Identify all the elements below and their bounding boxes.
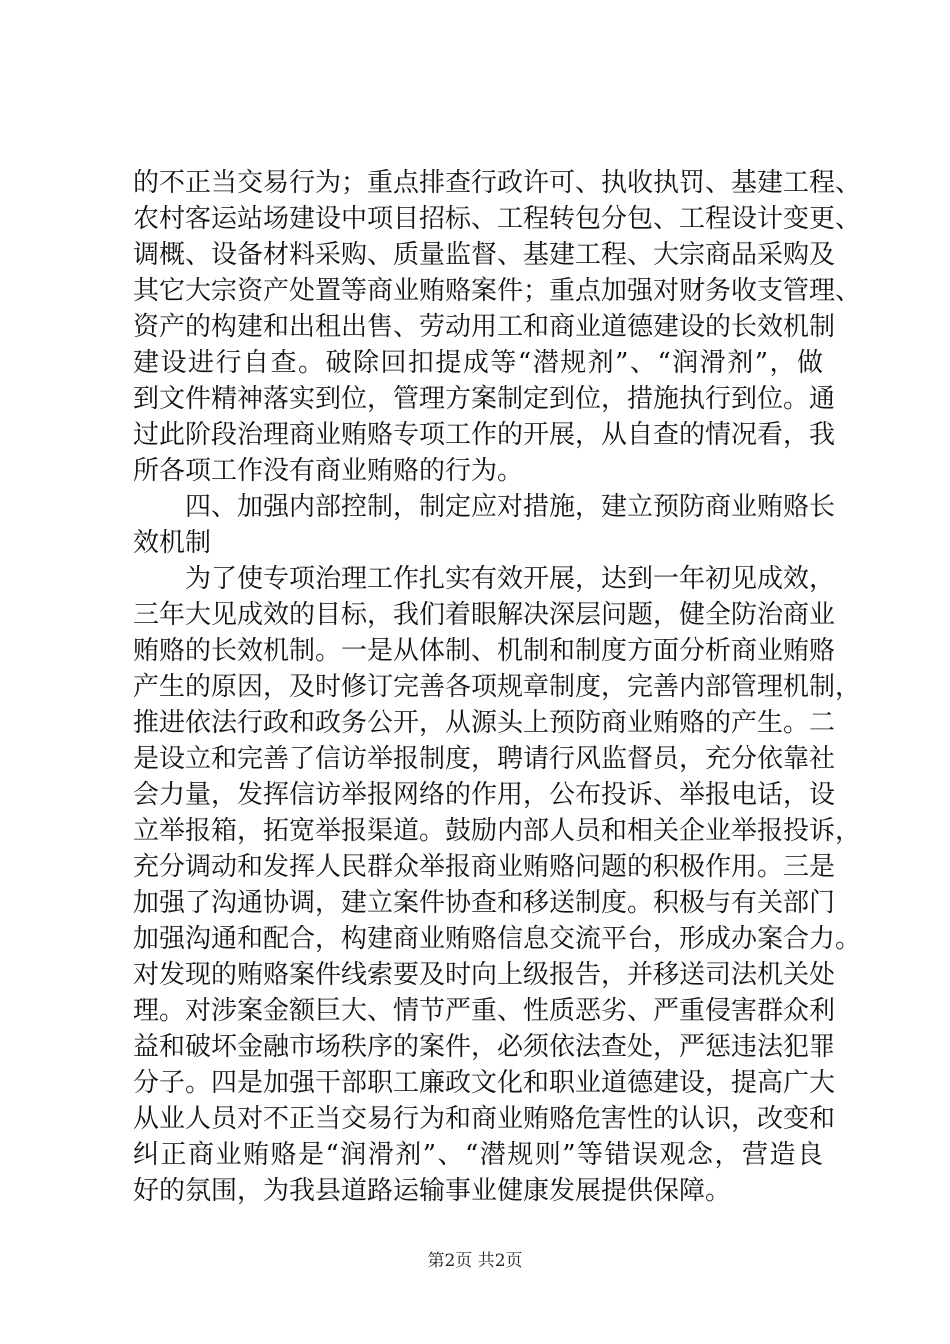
text-line: 建设进行自查。破除回扣提成等“潜规剂”、“润滑剂”，做 bbox=[133, 348, 823, 378]
text-line: 立举报箱，拓宽举报渠道。鼓励内部人员和相关企业举报投诉， bbox=[133, 816, 862, 846]
section-heading-4 bbox=[133, 489, 836, 561]
text-line: 纠正商业贿赂是“润滑剂”、“潜规则”等错误观念，营造良 bbox=[133, 1140, 823, 1170]
text-line: 会力量，发挥信访举报网络的作用，公布投诉、举报电话，设 bbox=[133, 780, 836, 810]
text-line: 农村客运站场建设中项目招标、工程转包分包、工程设计变更、 bbox=[133, 204, 862, 234]
heading-line: 四、加强内部控制，制定应对措施，建立预防商业贿赂长 bbox=[185, 492, 836, 522]
text-line: 产生的原因，及时修订完善各项规章制度，完善内部管理机制， bbox=[133, 672, 862, 702]
text-line: 的不正当交易行为；重点排查行政许可、执收执罚、基建工程、 bbox=[133, 168, 862, 198]
heading-line: 效机制 bbox=[133, 528, 212, 558]
text-line: 对发现的贿赂案件线索要及时向上级报告，并移送司法机关处 bbox=[133, 960, 836, 990]
text-line: 加强了沟通协调，建立案件协查和移送制度。积极与有关部门 bbox=[133, 888, 836, 918]
paragraph-1 bbox=[133, 165, 862, 489]
text-line: 三年大见成效的目标，我们着眼解决深层问题，健全防治商业 bbox=[133, 600, 836, 630]
text-line: 益和破坏金融市场秩序的案件，必须依法查处，严惩违法犯罪 bbox=[133, 1032, 836, 1062]
text-line: 为了使专项治理工作扎实有效开展，达到一年初见成效， bbox=[185, 564, 836, 594]
text-line: 充分调动和发挥人民群众举报商业贿赂问题的积极作用。三是 bbox=[133, 852, 836, 882]
paragraph-3 bbox=[133, 561, 862, 1209]
text-line: 加强沟通和配合，构建商业贿赂信息交流平台，形成办案合力。 bbox=[133, 924, 862, 954]
text-line: 资产的构建和出租出售、劳动用工和商业道德建设的长效机制 bbox=[133, 312, 836, 342]
text-line: 推进依法行政和政务公开，从源头上预防商业贿赂的产生。二 bbox=[133, 708, 836, 738]
text-line: 分子。四是加强干部职工廉政文化和职业道德建设，提高广大 bbox=[133, 1068, 836, 1098]
document-body bbox=[133, 165, 862, 1209]
page-number-footer: 第2页 共2页 bbox=[427, 1251, 523, 1271]
text-line: 所各项工作没有商业贿赂的行为。 bbox=[133, 456, 524, 486]
text-line: 从业人员对不正当交易行为和商业贿赂危害性的认识，改变和 bbox=[133, 1104, 836, 1134]
text-line: 调概、设备材料采购、质量监督、基建工程、大宗商品采购及 bbox=[133, 240, 836, 270]
text-line: 过此阶段治理商业贿赂专项工作的开展，从自查的情况看，我 bbox=[133, 420, 836, 450]
text-line: 到文件精神落实到位，管理方案制定到位，措施执行到位。通 bbox=[133, 384, 836, 414]
text-line: 理。对涉案金额巨大、情节严重、性质恶劣、严重侵害群众利 bbox=[133, 996, 836, 1026]
text-line: 贿赂的长效机制。一是从体制、机制和制度方面分析商业贿赂 bbox=[133, 636, 836, 666]
text-line: 是设立和完善了信访举报制度，聘请行风监督员，充分依靠社 bbox=[133, 744, 836, 774]
text-line: 其它大宗资产处置等商业贿赂案件；重点加强对财务收支管理、 bbox=[133, 276, 862, 306]
text-line: 好的氛围，为我县道路运输事业健康发展提供保障。 bbox=[133, 1176, 732, 1206]
